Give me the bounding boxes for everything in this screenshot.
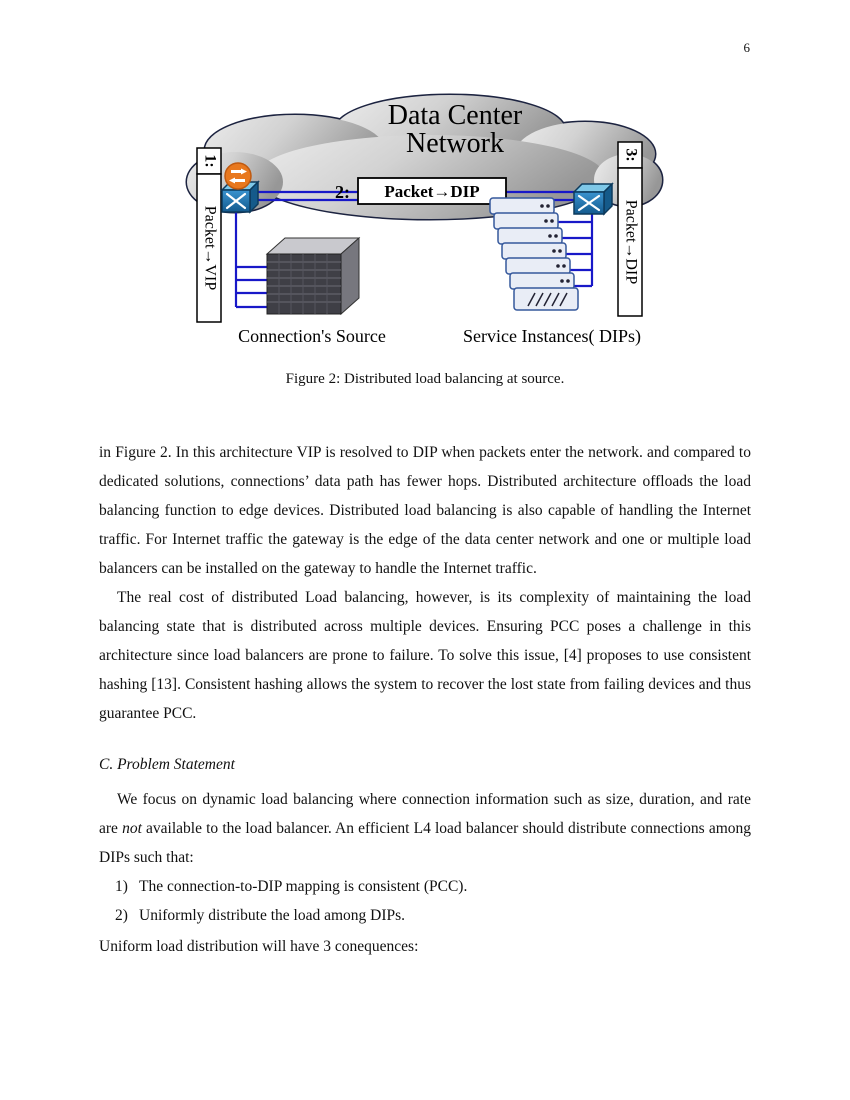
- step-2-text: Packet→DIP: [384, 182, 480, 201]
- load-balancer-icon: [225, 163, 251, 189]
- list-item-2: [115, 901, 751, 930]
- step-1-label: 1:: [201, 154, 219, 168]
- service-instances-icon: [490, 198, 578, 310]
- step-2-label: 2:: [335, 182, 350, 202]
- list-item-1-text: The connection-to-DIP mapping is consistent (PCC).: [139, 878, 468, 895]
- list-item-2-number: 2): [115, 907, 128, 924]
- instances-label: Service Instances( DIPs): [463, 326, 641, 346]
- step-3-text: Packet→DIP: [622, 199, 640, 285]
- cloud-title-line1: Data Center: [387, 100, 523, 131]
- page-number: 6: [743, 40, 750, 55]
- paragraph-3-post: available to the load balancer. An efficient L4 load balancer should distribute connections among DIPs such that:: [99, 820, 752, 866]
- switch-icon-right: [574, 184, 612, 214]
- paragraph-1: in Figure 2. In this architecture VIP is resolved to DIP when packets enter the network. and compared to dedicated solutions, connections’ data path has fewer hops. Distributed architecture offloads the load balancing function to edge devices. Distributed load balancing is also capable of handling the Internet traffic. For Internet traffic the gateway is the edge of the data center network and one or multiple load balancers can be installed on the gateway to handle the Internet traffic.: [99, 444, 751, 577]
- source-label: Connection's Source: [238, 326, 386, 346]
- figure-2: [0, 82, 850, 388]
- paragraph-3-italic: not: [122, 820, 142, 837]
- figure-2-diagram: [0, 82, 850, 362]
- list-item-2-text: Uniformly distribute the load among DIPs.: [139, 907, 406, 924]
- list-item-1: [115, 872, 751, 901]
- list-item-1-number: 1): [115, 878, 128, 895]
- step-3-label: 3:: [622, 148, 640, 162]
- body-text: [99, 438, 751, 961]
- figure-caption: Figure 2: Distributed load balancing at source.: [285, 371, 565, 387]
- paragraph-3: [99, 785, 751, 872]
- server-rack-icon: [267, 238, 359, 314]
- paragraph-3-pre: We focus on dynamic load balancing where connection information such as size, duration, and rate are: [99, 791, 751, 837]
- paragraph-4: Uniform load distribution will have 3 conequences:: [99, 938, 419, 955]
- step-1-text: Packet→VIP: [201, 205, 219, 291]
- cloud-title-line2: Network: [406, 128, 504, 159]
- section-heading-problem-statement: C. Problem Statement: [99, 756, 235, 773]
- paragraph-2: The real cost of distributed Load balancing, however, is its complexity of maintaining the load balancing state that is distributed across multiple devices. Ensuring PCC poses a challenge in this architecture since load balancers are prone to failure. To solve this issue, [4] proposes to use consistent hashing [13]. Consistent hashing allows the system to recover the lost state from failing devices and thus guarantee PCC.: [99, 589, 751, 722]
